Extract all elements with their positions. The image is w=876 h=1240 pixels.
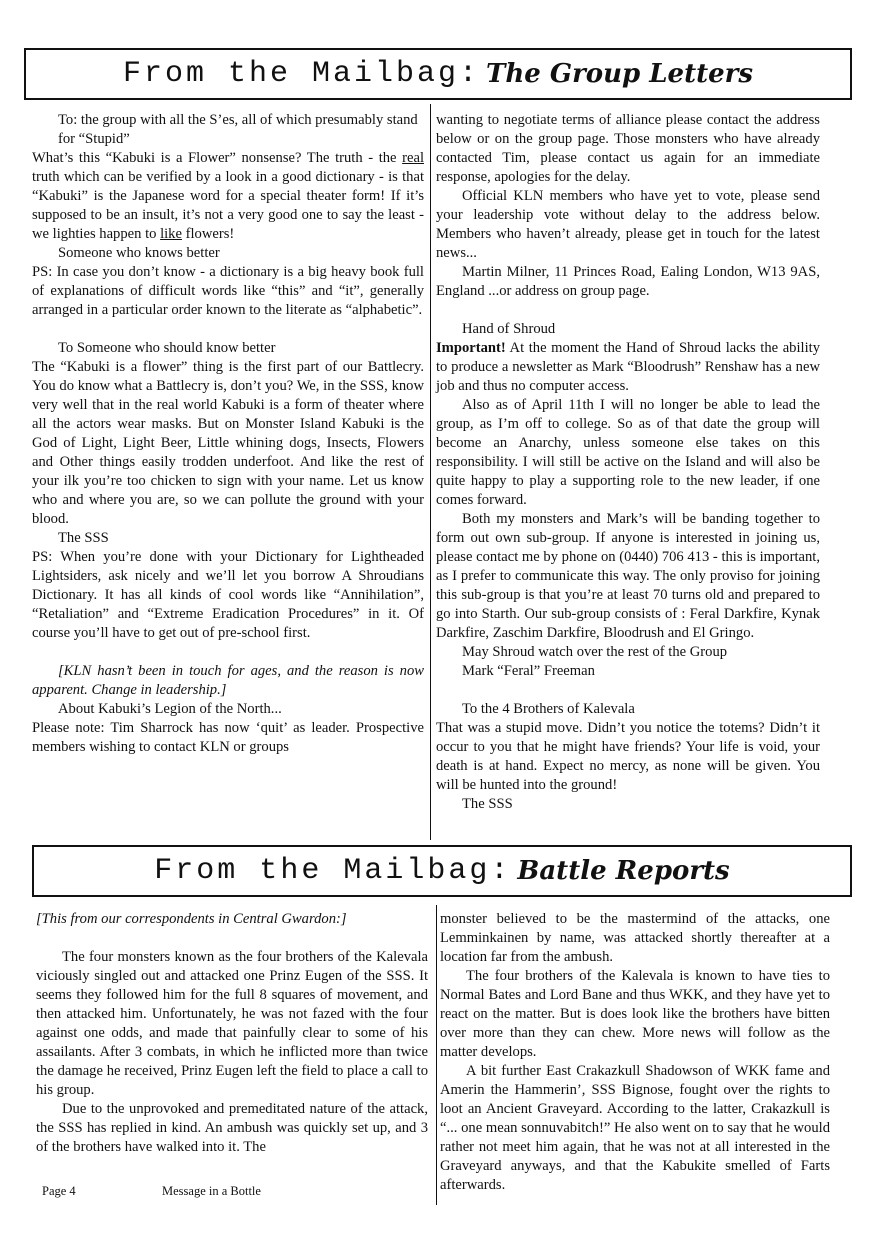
letter-body: Also as of April 11th I will no longer be able to lead the group, as I’m off to college. So as of that date the group will become an Anarchy, unless someone else takes on this responsibility. I will still be active on the Island and will also be quite happy to play a supporting role to the new leader, if one comes forward. — [436, 397, 820, 508]
group-letters-right-column — [436, 111, 820, 814]
report-body: A bit further East Crakazkull Shadowson of WKK fame and Amerin the Hammerin’, SSS Bignose, fought over the rights to loot an Ancient Graveyard. According to the latter, Crakazkull is “... one mean sonnuvabitch!” He also went on to say that he would rather not meet him again, that he was not at all interested in the Graveyard anyways, and that the Kabukite smelled of Farts afterwards. — [440, 1063, 830, 1193]
banner-title: The Group Letters — [486, 59, 753, 89]
banner-mono-text: From the Mailbag: — [122, 57, 481, 91]
page-number: Page 4 — [42, 1184, 76, 1198]
publication-title: Message in a Bottle — [162, 1184, 261, 1198]
letter-address: Martin Milner, 11 Princes Road, Ealing London, W13 9AS, England ...or address on group page. — [436, 264, 820, 299]
report-body: Due to the unprovoked and premeditated nature of the attack, the SSS has replied in kind. An ambush was quickly set up, and 3 of the brothers have walked into it. The — [36, 1101, 428, 1155]
banner-title: Battle Reports — [517, 856, 730, 886]
letter-heading: About Kabuki’s Legion of the North... — [58, 701, 282, 717]
letter-body: That was a stupid move. Didn’t you notice the totems? Didn’t it occur to you that he might have friends? Your life is void, your death is at hand. Expect no mercy, as none will be given. You will be hunted into the ground! — [436, 720, 820, 793]
report-body: monster believed to be the mastermind of the attacks, one Lemminkainen by name, was attacked shortly thereafter at a location far from the ambush. — [440, 911, 830, 965]
letter-signature: Mark “Feral” Freeman — [462, 663, 595, 679]
letter-signature: The SSS — [58, 530, 109, 546]
letter-salutation: To Someone who should know better — [58, 340, 276, 356]
letter-signature: The SSS — [462, 796, 513, 812]
editor-note: [This from our correspondents in Central Gwardon:] — [36, 911, 347, 927]
column-divider — [436, 905, 437, 1205]
letter-ps: PS: When you’re done with your Dictionary for Lightheaded Lightsiders, ask nicely and we’ll let you borrow A Shroudians Dictionary. It has all kinds of cool words like “Annihilation”, “Retaliation” and “Extreme Eradication Procedures” in it. Of course you’ll have to get out of pre-school first. — [32, 549, 424, 641]
letter-salutation: To: the group with all the S’es, all of which presumably stand for “Stupid” — [58, 112, 418, 147]
section-banner-battle-reports — [32, 845, 852, 897]
letter-body: wanting to negotiate terms of alliance please contact the address below or on the group page. Those monsters who have already contacted Tim, please contact us again for an immediate response, apologies for the delay. — [436, 112, 820, 185]
column-divider — [430, 104, 431, 840]
group-letters-left-column — [32, 111, 424, 757]
report-body: The four monsters known as the four brothers of the Kalevala viciously singled out and attacked one Prinz Eugen of the SSS. It seems they followed him for the full 8 squares of movement, and then attacked him. Unfortunately, he was not fazed with the four against one odds, and made that painfully clear to some of his assailants. After 3 combats, in which he inflicted more than twice the damage he received, Prinz Eugen left the field to place a call to his group. — [36, 949, 428, 1098]
letter-body: Official KLN members who have yet to vote, please send your leadership vote without delay to the address below. Members who haven’t already, please get in touch for the latest news... — [436, 188, 820, 261]
letter-body: The “Kabuki is a flower” thing is the first part of our Battlecry. You do know what a Battlecry is, don’t you? We, in the SSS, know very well that in the real world Kabuki is a form of theater where all the actors wear masks. But on Monster Island Kabuki is the God of Light, Light Beer, Little whining dogs, Insects, Flowers and Other things easily trodden underfoot. And like the rest of your ilk you’re too chicken to sign with your name. Let us know who and where you are, so we can pollute the ground with your blood. — [32, 359, 424, 527]
letter-heading: Hand of Shroud — [462, 321, 556, 337]
editor-note: [KLN hasn’t been in touch for ages, and the reason is now apparent. Change in leadership.] — [32, 663, 424, 698]
letter-signature: Someone who knows better — [58, 245, 220, 261]
letter-body: What’s this “Kabuki is a Flower” nonsense? The truth - the real truth which can be verified by a look in a good dictionary - is that “Kabuki” is the Japanese word for a special theater form! If it’s supposed to be an insult, it’s not a very good one to say the least - we lighties happen to like flowers! — [32, 150, 424, 242]
letter-salutation: To the 4 Brothers of Kalevala — [462, 701, 635, 717]
report-body: The four brothers of the Kalevala is known to have ties to Normal Bates and Lord Bane and thus WKK, and they have yet to react on the matter. But is does look like the brothers have bitten over more than they can chew. More news will follow as the matter develops. — [440, 968, 830, 1060]
letter-body: Please note: Tim Sharrock has now ‘quit’ as leader. Prospective members wishing to contact KLN or groups — [32, 720, 424, 755]
banner-mono-text: From the Mailbag: — [154, 854, 512, 888]
battle-reports-right-column — [440, 910, 830, 1195]
letter-closing: May Shroud watch over the rest of the Group — [462, 644, 728, 660]
letter-ps: PS: In case you don’t know - a dictionary is a big heavy book full of explanations of difficult words like “this” and “it”, generally arranged in a particular order known to the literate as “alphabetic”. — [32, 264, 424, 318]
battle-reports-left-column — [36, 910, 428, 1157]
section-banner-group-letters — [24, 48, 852, 100]
letter-body: Important! At the moment the Hand of Shroud lacks the ability to produce a newsletter as Mark “Bloodrush” Renshaw has a new job and thus no computer access. — [436, 340, 820, 394]
letter-body: Both my monsters and Mark’s will be banding together to form out own sub-group. If anyone is interested in joining us, please contact me by phone on (0440) 706 413 - this is important, as I prefer to communicate this way. The only proviso for joining this sub-group is that you’re at least 70 turns old and prepared to go into Starth. Our sub-group consists of : Feral Darkfire, Kynak Darkfire, Zaschim Darkfire, Bloodrush and El Gringo. — [436, 511, 820, 641]
